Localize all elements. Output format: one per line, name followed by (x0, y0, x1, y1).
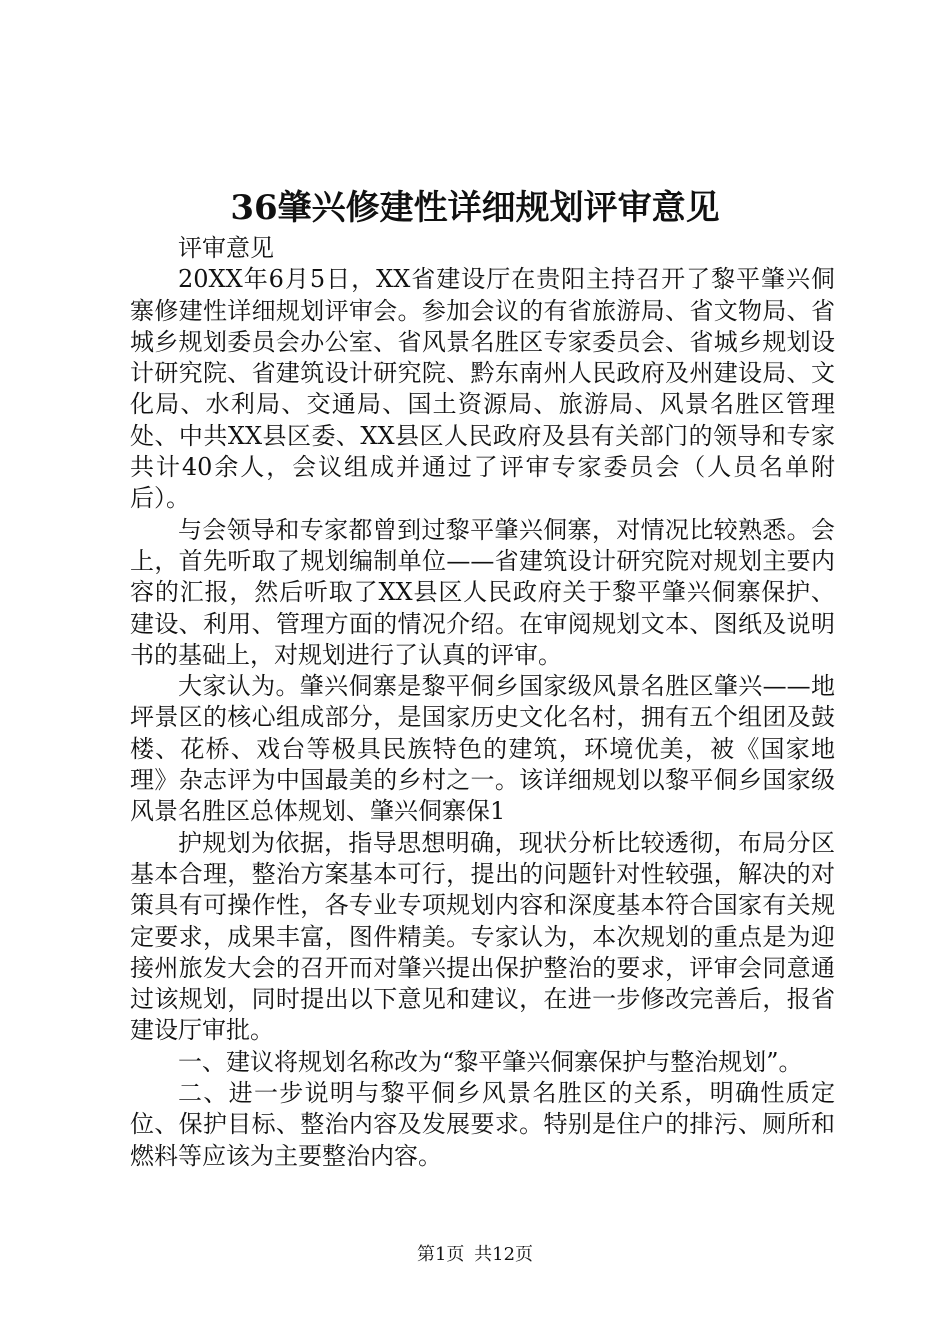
page-number: 第1页 (416, 1244, 465, 1265)
paragraph-heading: 评审意见 (178, 234, 274, 262)
page-footer (0, 1243, 950, 1267)
document-body (130, 233, 835, 1172)
paragraph-suggestion-1: 一、建议将规划名称改为“黎平肇兴侗寨保护与整治规划”。 (178, 1047, 803, 1076)
paragraph-assessment: 大家认为。肇兴侗寨是黎平侗乡国家级风景名胜区肇兴——地坪景区的核心组成部分，是国家历史文化名村，拥有五个组团及鼓楼、花桥、戏台等极具民族特色的建筑，环境优美，被《国家地理》杂志评为中国最美的乡村之一。该详细规划以黎平侗乡国家级风景名胜区总体规划、肇兴侗寨保1 (130, 672, 835, 826)
paragraph-meeting-process: 与会领导和专家都曾到过黎平肇兴侗寨，对情况比较熟悉。会上，首先听取了规划编制单位——省建筑设计研究院对规划主要内容的汇报，然后听取了XX县区人民政府关于黎平肇兴侗寨保护、建设、利用、管理方面的情况介绍。在审阅规划文本、图纸及说明书的基础上，对规划进行了认真的评审。 (130, 515, 835, 669)
paragraph-suggestion-2: 二、进一步说明与黎平侗乡风景名胜区的关系，明确性质定位、保护目标、整治内容及发展要求。特别是住户的排污、厕所和燃料等应该为主要整治内容。 (130, 1079, 835, 1170)
paragraph-meeting-intro: 20XX年6月5日，XX省建设厅在贵阳主持召开了黎平肇兴侗寨修建性详细规划评审会。参加会议的有省旅游局、省文物局、省城乡规划委员会办公室、省风景名胜区专家委员会、省城乡规划设计研究院、省建筑设计研究院、黔东南州人民政府及州建设局、文化局、水利局、交通局、国土资源局、旅游局、风景名胜区管理处、中共XX县区委、XX县区人民政府及县有关部门的领导和专家共计40余人，会议组成并通过了评审专家委员会（人员名单附后）。 (130, 265, 835, 513)
page-total: 共12页 (474, 1244, 534, 1265)
paragraph-expert-opinion: 护规划为依据，指导思想明确，现状分析比较透彻，布局分区基本合理，整治方案基本可行，提出的问题针对性较强，解决的对策具有可操作性，各专业专项规划内容和深度基本符合国家有关规定要求，成果丰富，图件精美。专家认为，本次规划的重点是为迎接州旅发大会的召开而对肇兴提出保护整治的要求，评审会同意通过该规划，同时提出以下意见和建议，在进一步修改完善后，报省建设厅审批。 (130, 828, 835, 1045)
document-title: 36肇兴修建性详细规划评审意见 (230, 188, 720, 228)
